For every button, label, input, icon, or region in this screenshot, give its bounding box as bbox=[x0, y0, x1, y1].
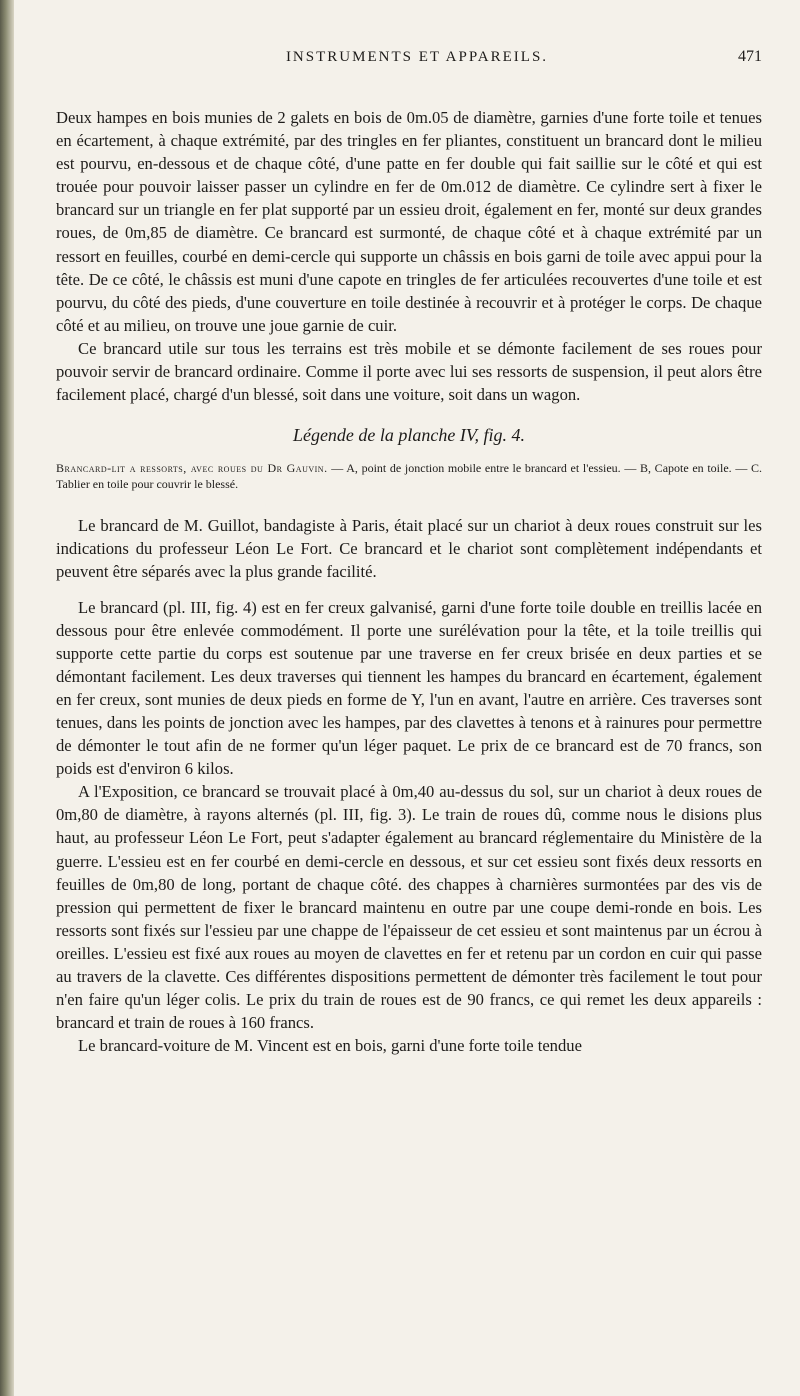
legend-caption-rest: — A, point de jonction mobile entre le brancard et l'essieu. — B, Capote en toile. — C. Tablier en toile pour couvrir le blessé. bbox=[56, 461, 763, 492]
legend-caption bbox=[56, 460, 762, 492]
paragraph-guillot: Le brancard de M. Guillot, bandagiste à Paris, était placé sur un chariot à deux roues construit sur les indications du professeur Léon Le Fort. Ce brancard et le chariot sont complètement indépendants et peuvent être séparés avec la plus grande facilité. bbox=[56, 516, 762, 582]
running-title: INSTRUMENTS ET APPAREILS. bbox=[285, 49, 549, 65]
paragraph-hampes: Deux hampes en bois munies de 2 galets en bois de 0m.05 de diamètre, garnies d'une forte toile et tenues en écartement, à chaque extrémité, par des tringles en fer pliantes, constituent un brancard dont le milieu est pourvu, en-dessous et de chaque côté, d'une patte en fer double qui fait saillie sur le côté et qui est trouée pour pouvoir laisser passer un cylindre en fer de 0m.012 de diamètre. Ce cylindre sert à fixer le brancard sur un triangle en fer plat supporté par un essieu droit, également en fer, monté sur deux grandes roues, de 0m,85 de diamètre. Ce brancard est surmonté, de chaque côté et à chaque extrémité par un ressort en feuilles, courbé en demi-cercle qui supporte un châssis en bois garni de toile avec appui pour la tête. De ce côté, le châssis est muni d'une capote en tringles de fer articulées recouvertes d'une toile et est pourvu, du côté des pieds, d'une couverture en toile destinée à recouvrir et à protéger le corps. De chaque côté et au milieu, on trouve une joue garnie de cuir. bbox=[56, 108, 762, 335]
legend-heading: Légende de la planche IV, fig. 4. bbox=[292, 425, 526, 446]
book-gutter-edge bbox=[0, 0, 14, 1396]
paragraph-vincent: Le brancard-voiture de M. Vincent est en bois, garni d'une forte toile tendue bbox=[78, 1036, 582, 1056]
paragraph-brancard-fer: Le brancard (pl. III, fig. 4) est en fer creux galvanisé, garni d'une forte toile double en treillis lacée en dessous pour être enlevée commodément. Il porte une surélévation pour la tête, et la toile treillis qui supporte cette partie du corps est soutenue par une traverse en fer creux brisée en deux parties et se démontant facilement. Les deux traverses qui tiennent les hampes du brancard en écartement, également en fer creux, sont munies de deux pieds en forme de Y, l'un en avant, l'autre en arrière. Ces traverses sont tenues, dans les points de jonction avec les hampes, par des clavettes à tenons et à rainures pour permettre de démonter le tout afin de ne former qu'un léger paquet. Le prix de ce brancard est de 70 francs, son poids est d'environ 6 kilos. bbox=[56, 597, 762, 779]
legend-caption-lead: Brancard-lit a ressorts, avec roues du Dr Gauvin. bbox=[56, 461, 328, 476]
running-head bbox=[56, 48, 762, 66]
page-number: 471 bbox=[738, 48, 762, 65]
paragraph-terrains: Ce brancard utile sur tous les terrains est très mobile et se démonte facilement de ses roues pour pouvoir servir de brancard ordinaire. Comme il porte avec lui ses ressorts de suspension, il peut alors être facilement placé, chargé d'un blessé, soit dans une voiture, soit dans un wagon. bbox=[56, 338, 762, 405]
document-page bbox=[56, 48, 762, 1057]
paragraph-exposition: A l'Exposition, ce brancard se trouvait placé à 0m,40 au-dessus du sol, sur un chariot à deux roues de 0m,80 de diamètre, à rayons alternés (pl. III, fig. 3). Le train de roues dû, comme nous le disions plus haut, au professeur Léon Le Fort, peut s'adapter également au brancard réglementaire du Ministère de la guerre. L'essieu est en fer courbé en demi-cercle en dessous, et sur cet essieu sont fixés deux ressorts en feuilles de 0m,80 de long, portant de chaque côté. des chappes à charnières surmontées par des vis de pression qui permettent de fixer le brancard maintenu en outre par une coupe demi-ronde en bois. Les ressorts sont fixés sur l'essieu par une chappe de l'épaisseur de cet essieu et sont maintenus par un écrou à oreilles. L'essieu est fixé aux roues au moyen de clavettes en fer et retenu par un cordon en cuir qui passe au travers de la clavette. Ces différentes dispositions permettent de démonter très facilement le tout pour n'en faire qu'un léger colis. Le prix du train de roues est de 90 francs, ce qui remet les deux appareils : brancard et train de roues à 160 francs. bbox=[56, 782, 762, 1033]
